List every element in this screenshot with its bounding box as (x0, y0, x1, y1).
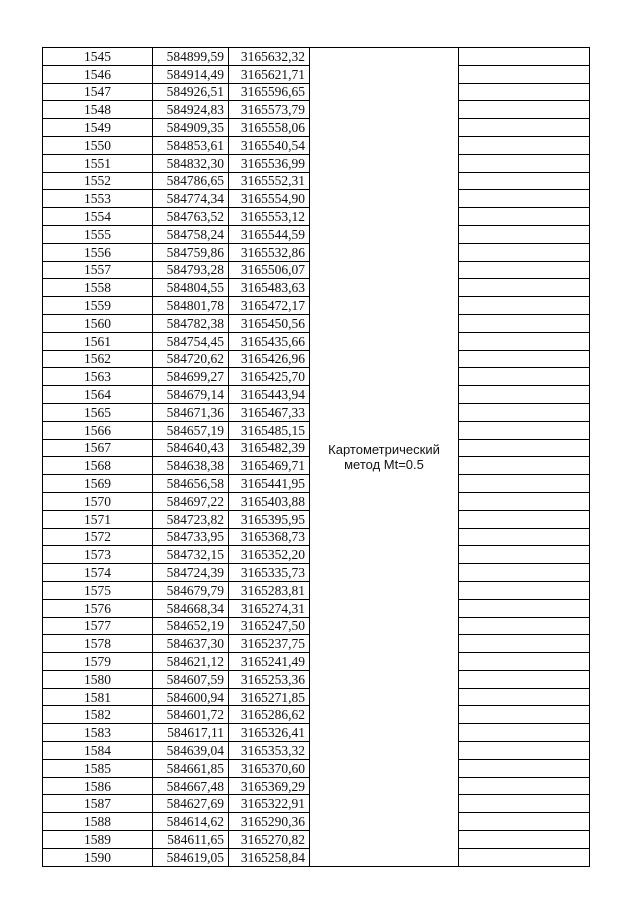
empty-cell (459, 813, 590, 831)
x-coordinate-cell: 584733,95 (153, 528, 229, 546)
x-coordinate-cell: 584832,30 (153, 154, 229, 172)
x-coordinate-cell: 584601,72 (153, 706, 229, 724)
empty-cell (459, 742, 590, 760)
x-coordinate-cell: 584732,15 (153, 546, 229, 564)
y-coordinate-cell: 3165258,84 (229, 848, 310, 866)
coordinates-table-body (43, 48, 590, 867)
method-label-line1: Картометрический (328, 441, 440, 457)
empty-cell (459, 688, 590, 706)
empty-cell (459, 528, 590, 546)
empty-cell (459, 208, 590, 226)
y-coordinate-cell: 3165544,59 (229, 225, 310, 243)
x-coordinate-cell: 584667,48 (153, 777, 229, 795)
point-number-cell: 1576 (43, 599, 153, 617)
x-coordinate-cell: 584782,38 (153, 314, 229, 332)
y-coordinate-cell: 3165290,36 (229, 813, 310, 831)
y-coordinate-cell: 3165467,33 (229, 403, 310, 421)
y-coordinate-cell: 3165335,73 (229, 564, 310, 582)
point-number-cell: 1548 (43, 101, 153, 119)
y-coordinate-cell: 3165247,50 (229, 617, 310, 635)
point-number-cell: 1585 (43, 759, 153, 777)
point-number-cell: 1547 (43, 83, 153, 101)
x-coordinate-cell: 584638,38 (153, 457, 229, 475)
empty-cell (459, 65, 590, 83)
y-coordinate-cell: 3165573,79 (229, 101, 310, 119)
point-number-cell: 1589 (43, 831, 153, 849)
empty-cell (459, 564, 590, 582)
point-number-cell: 1550 (43, 136, 153, 154)
point-number-cell: 1556 (43, 243, 153, 261)
x-coordinate-cell: 584652,19 (153, 617, 229, 635)
point-number-cell: 1552 (43, 172, 153, 190)
empty-cell (459, 831, 590, 849)
point-number-cell: 1571 (43, 510, 153, 528)
y-coordinate-cell: 3165286,62 (229, 706, 310, 724)
empty-cell (459, 599, 590, 617)
y-coordinate-cell: 3165435,66 (229, 332, 310, 350)
empty-cell (459, 457, 590, 475)
y-coordinate-cell: 3165621,71 (229, 65, 310, 83)
empty-cell (459, 421, 590, 439)
point-number-cell: 1566 (43, 421, 153, 439)
empty-cell (459, 759, 590, 777)
empty-cell (459, 653, 590, 671)
point-number-cell: 1557 (43, 261, 153, 279)
point-number-cell: 1559 (43, 297, 153, 315)
empty-cell (459, 314, 590, 332)
point-number-cell: 1588 (43, 813, 153, 831)
y-coordinate-cell: 3165353,32 (229, 742, 310, 760)
x-coordinate-cell: 584723,82 (153, 510, 229, 528)
y-coordinate-cell: 3165443,94 (229, 386, 310, 404)
empty-cell (459, 279, 590, 297)
x-coordinate-cell: 584639,04 (153, 742, 229, 760)
empty-cell (459, 261, 590, 279)
x-coordinate-cell: 584720,62 (153, 350, 229, 368)
x-coordinate-cell: 584699,27 (153, 368, 229, 386)
empty-cell (459, 795, 590, 813)
y-coordinate-cell: 3165552,31 (229, 172, 310, 190)
y-coordinate-cell: 3165483,63 (229, 279, 310, 297)
y-coordinate-cell: 3165271,85 (229, 688, 310, 706)
x-coordinate-cell: 584668,34 (153, 599, 229, 617)
point-number-cell: 1581 (43, 688, 153, 706)
x-coordinate-cell: 584724,39 (153, 564, 229, 582)
x-coordinate-cell: 584924,83 (153, 101, 229, 119)
empty-cell (459, 332, 590, 350)
y-coordinate-cell: 3165472,17 (229, 297, 310, 315)
x-coordinate-cell: 584853,61 (153, 136, 229, 154)
point-number-cell: 1587 (43, 795, 153, 813)
x-coordinate-cell: 584758,24 (153, 225, 229, 243)
y-coordinate-cell: 3165253,36 (229, 670, 310, 688)
y-coordinate-cell: 3165352,20 (229, 546, 310, 564)
x-coordinate-cell: 584914,49 (153, 65, 229, 83)
y-coordinate-cell: 3165322,91 (229, 795, 310, 813)
x-coordinate-cell: 584619,05 (153, 848, 229, 866)
x-coordinate-cell: 584697,22 (153, 492, 229, 510)
point-number-cell: 1558 (43, 279, 153, 297)
point-number-cell: 1563 (43, 368, 153, 386)
empty-cell (459, 190, 590, 208)
empty-cell (459, 368, 590, 386)
point-number-cell: 1579 (43, 653, 153, 671)
x-coordinate-cell: 584600,94 (153, 688, 229, 706)
x-coordinate-cell: 584671,36 (153, 403, 229, 421)
x-coordinate-cell: 584627,69 (153, 795, 229, 813)
x-coordinate-cell: 584899,59 (153, 48, 229, 66)
empty-cell (459, 403, 590, 421)
x-coordinate-cell: 584793,28 (153, 261, 229, 279)
point-number-cell: 1562 (43, 350, 153, 368)
point-number-cell: 1569 (43, 475, 153, 493)
y-coordinate-cell: 3165469,71 (229, 457, 310, 475)
empty-cell (459, 848, 590, 866)
point-number-cell: 1575 (43, 581, 153, 599)
x-coordinate-cell: 584926,51 (153, 83, 229, 101)
y-coordinate-cell: 3165370,60 (229, 759, 310, 777)
y-coordinate-cell: 3165369,29 (229, 777, 310, 795)
point-number-cell: 1577 (43, 617, 153, 635)
y-coordinate-cell: 3165536,99 (229, 154, 310, 172)
point-number-cell: 1560 (43, 314, 153, 332)
x-coordinate-cell: 584617,11 (153, 724, 229, 742)
point-number-cell: 1586 (43, 777, 153, 795)
point-number-cell: 1583 (43, 724, 153, 742)
empty-cell (459, 492, 590, 510)
point-number-cell: 1565 (43, 403, 153, 421)
empty-cell (459, 617, 590, 635)
point-number-cell: 1545 (43, 48, 153, 66)
x-coordinate-cell: 584614,62 (153, 813, 229, 831)
y-coordinate-cell: 3165553,12 (229, 208, 310, 226)
y-coordinate-cell: 3165237,75 (229, 635, 310, 653)
empty-cell (459, 225, 590, 243)
empty-cell (459, 475, 590, 493)
empty-cell (459, 510, 590, 528)
x-coordinate-cell: 584774,34 (153, 190, 229, 208)
empty-cell (459, 724, 590, 742)
x-coordinate-cell: 584801,78 (153, 297, 229, 315)
x-coordinate-cell: 584611,65 (153, 831, 229, 849)
point-number-cell: 1584 (43, 742, 153, 760)
method-cell (310, 48, 459, 867)
empty-cell (459, 136, 590, 154)
x-coordinate-cell: 584754,45 (153, 332, 229, 350)
table-row (43, 48, 590, 66)
x-coordinate-cell: 584640,43 (153, 439, 229, 457)
y-coordinate-cell: 3165395,95 (229, 510, 310, 528)
x-coordinate-cell: 584763,52 (153, 208, 229, 226)
point-number-cell: 1574 (43, 564, 153, 582)
point-number-cell: 1570 (43, 492, 153, 510)
y-coordinate-cell: 3165241,49 (229, 653, 310, 671)
x-coordinate-cell: 584621,12 (153, 653, 229, 671)
x-coordinate-cell: 584679,79 (153, 581, 229, 599)
y-coordinate-cell: 3165554,90 (229, 190, 310, 208)
empty-cell (459, 119, 590, 137)
empty-cell (459, 706, 590, 724)
x-coordinate-cell: 584679,14 (153, 386, 229, 404)
y-coordinate-cell: 3165441,95 (229, 475, 310, 493)
empty-cell (459, 777, 590, 795)
x-coordinate-cell: 584786,65 (153, 172, 229, 190)
y-coordinate-cell: 3165450,56 (229, 314, 310, 332)
y-coordinate-cell: 3165506,07 (229, 261, 310, 279)
y-coordinate-cell: 3165270,82 (229, 831, 310, 849)
point-number-cell: 1546 (43, 65, 153, 83)
y-coordinate-cell: 3165558,06 (229, 119, 310, 137)
x-coordinate-cell: 584607,59 (153, 670, 229, 688)
empty-cell (459, 581, 590, 599)
y-coordinate-cell: 3165403,88 (229, 492, 310, 510)
x-coordinate-cell: 584637,30 (153, 635, 229, 653)
y-coordinate-cell: 3165485,15 (229, 421, 310, 439)
empty-cell (459, 439, 590, 457)
empty-cell (459, 386, 590, 404)
empty-cell (459, 172, 590, 190)
x-coordinate-cell: 584656,58 (153, 475, 229, 493)
y-coordinate-cell: 3165540,54 (229, 136, 310, 154)
x-coordinate-cell: 584909,35 (153, 119, 229, 137)
y-coordinate-cell: 3165274,31 (229, 599, 310, 617)
point-number-cell: 1561 (43, 332, 153, 350)
y-coordinate-cell: 3165368,73 (229, 528, 310, 546)
point-number-cell: 1555 (43, 225, 153, 243)
empty-cell (459, 297, 590, 315)
empty-cell (459, 83, 590, 101)
y-coordinate-cell: 3165596,65 (229, 83, 310, 101)
y-coordinate-cell: 3165632,32 (229, 48, 310, 66)
point-number-cell: 1572 (43, 528, 153, 546)
empty-cell (459, 101, 590, 119)
point-number-cell: 1553 (43, 190, 153, 208)
point-number-cell: 1554 (43, 208, 153, 226)
point-number-cell: 1564 (43, 386, 153, 404)
y-coordinate-cell: 3165425,70 (229, 368, 310, 386)
point-number-cell: 1568 (43, 457, 153, 475)
x-coordinate-cell: 584661,85 (153, 759, 229, 777)
y-coordinate-cell: 3165283,81 (229, 581, 310, 599)
empty-cell (459, 635, 590, 653)
point-number-cell: 1549 (43, 119, 153, 137)
point-number-cell: 1567 (43, 439, 153, 457)
empty-cell (459, 48, 590, 66)
point-number-cell: 1580 (43, 670, 153, 688)
point-number-cell: 1582 (43, 706, 153, 724)
x-coordinate-cell: 584759,86 (153, 243, 229, 261)
empty-cell (459, 243, 590, 261)
point-number-cell: 1590 (43, 848, 153, 866)
y-coordinate-cell: 3165532,86 (229, 243, 310, 261)
x-coordinate-cell: 584657,19 (153, 421, 229, 439)
empty-cell (459, 670, 590, 688)
x-coordinate-cell: 584804,55 (153, 279, 229, 297)
point-number-cell: 1573 (43, 546, 153, 564)
y-coordinate-cell: 3165426,96 (229, 350, 310, 368)
coordinates-table (42, 47, 590, 867)
point-number-cell: 1578 (43, 635, 153, 653)
y-coordinate-cell: 3165326,41 (229, 724, 310, 742)
empty-cell (459, 350, 590, 368)
point-number-cell: 1551 (43, 154, 153, 172)
method-label-line2: метод Mt=0.5 (344, 456, 424, 472)
empty-cell (459, 546, 590, 564)
empty-cell (459, 154, 590, 172)
y-coordinate-cell: 3165482,39 (229, 439, 310, 457)
